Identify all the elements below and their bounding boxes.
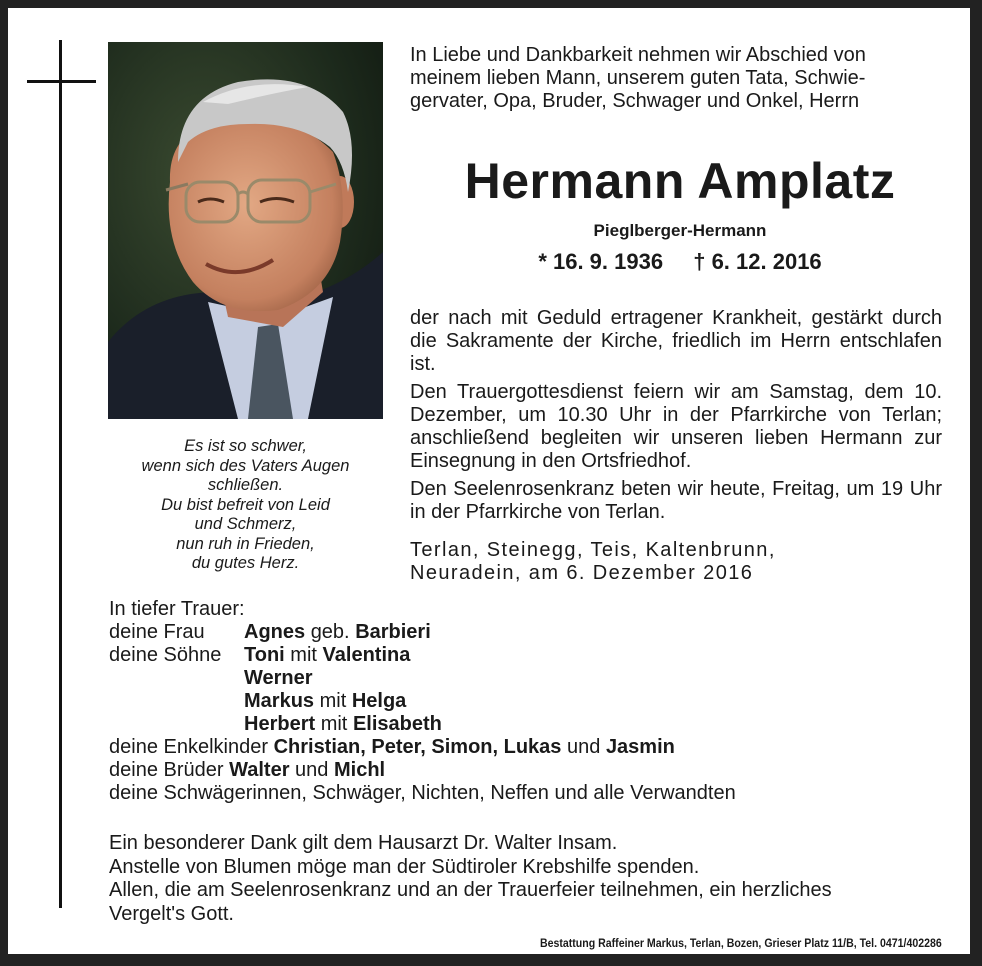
thanks-section bbox=[109, 832, 949, 926]
relation-label: deine Enkelkinder bbox=[109, 736, 268, 758]
nee-word: geb. bbox=[310, 621, 350, 643]
mourner-name: Helga bbox=[351, 690, 407, 712]
relation-label: deine Brüder bbox=[109, 759, 224, 781]
with-word: mit bbox=[290, 644, 317, 666]
announcement-body bbox=[410, 307, 942, 529]
cross-vertical-bar bbox=[59, 40, 62, 908]
with-word: mit bbox=[320, 713, 348, 735]
thanks-line: Anstelle von Blumen möge man der Südtiroler Krebshilfe spenden. bbox=[109, 855, 700, 878]
funeral-home-footer: Bestattung Raffeiner Markus, Terlan, Bozen, Grieser Platz 11/B, Tel. 0471/402286 bbox=[540, 938, 942, 950]
mourner-row-son bbox=[109, 667, 949, 690]
mourner-row-sons bbox=[109, 644, 949, 667]
mourner-name: Werner bbox=[244, 667, 313, 689]
thanks-line: Allen, die am Seelenrosenkranz und an der Trauerfeier teilnehmen, ein herzliches bbox=[109, 879, 832, 901]
poem-line: du gutes Herz. bbox=[191, 554, 300, 572]
mourner-name: Michl bbox=[333, 759, 386, 781]
mourner-row-others bbox=[109, 782, 949, 805]
relation-label: deine Söhne bbox=[109, 644, 222, 666]
body-paragraph: der nach mit Geduld ertragener Krankheit, gestärkt durch die Sakramente der Kirche, friedlich im Herrn entschlafen ist. bbox=[410, 307, 942, 375]
mourners-heading: In tiefer Trauer: bbox=[109, 598, 245, 620]
mourner-name: Agnes bbox=[244, 621, 306, 643]
thanks-line: Vergelt's Gott. bbox=[109, 902, 234, 925]
mourner-name: Markus bbox=[244, 690, 315, 712]
other-relatives: deine Schwägerinnen, Schwäger, Nichten, Neffen und alle Verwandten bbox=[109, 782, 736, 804]
poem-line: Du bist befreit von Leid bbox=[161, 495, 330, 514]
and-word: und bbox=[567, 736, 601, 758]
poem-line: schließen. bbox=[207, 476, 284, 494]
mourner-row-son bbox=[109, 690, 949, 713]
relation-spacer bbox=[109, 690, 244, 713]
relation-spacer bbox=[109, 667, 244, 690]
deceased-nickname: Pieglberger-Hermann bbox=[593, 221, 767, 240]
mourner-name: Valentina bbox=[322, 644, 411, 666]
intro-text bbox=[410, 44, 950, 113]
relation-spacer bbox=[109, 713, 244, 736]
poem-line: und Schmerz, bbox=[194, 515, 297, 533]
mourner-row-grandchildren bbox=[109, 736, 949, 759]
thanks-line: Ein besonderer Dank gilt dem Hausarzt Dr. Walter Insam. bbox=[109, 832, 618, 854]
life-dates bbox=[410, 248, 950, 276]
mourner-row-son bbox=[109, 713, 949, 736]
place-line: Terlan, Steinegg, Teis, Kaltenbrunn, bbox=[410, 539, 776, 561]
mourner-name: Herbert bbox=[244, 713, 316, 735]
mourner-maiden-name: Barbieri bbox=[355, 621, 431, 643]
portrait-photo bbox=[108, 42, 383, 419]
poem-line: nun ruh in Frieden, bbox=[176, 534, 315, 553]
place-line: Neuradein, am 6. Dezember 2016 bbox=[410, 562, 754, 584]
mourner-name: Jasmin bbox=[605, 736, 675, 758]
cross-horizontal-bar bbox=[27, 80, 96, 83]
mourners-list bbox=[109, 598, 949, 805]
with-word: mit bbox=[319, 690, 347, 712]
poem-line: Es ist so schwer, bbox=[184, 437, 307, 455]
intro-line: meinem lieben Mann, unserem guten Tata, Schwie- bbox=[410, 67, 866, 89]
deceased-name: Hermann Amplatz bbox=[464, 153, 896, 209]
mourner-names: Christian, Peter, Simon, Lukas bbox=[273, 736, 562, 758]
and-word: und bbox=[295, 759, 329, 781]
mourner-name: Toni bbox=[244, 644, 285, 666]
intro-line: In Liebe und Dankbarkeit nehmen wir Abschied von bbox=[410, 44, 866, 66]
mourner-name: Elisabeth bbox=[352, 713, 442, 735]
poem-line: wenn sich des Vaters Augen bbox=[141, 456, 350, 475]
mourner-name: Walter bbox=[229, 759, 290, 781]
intro-line: gervater, Opa, Bruder, Schwager und Onkel, Herrn bbox=[410, 90, 860, 112]
poem bbox=[108, 437, 383, 574]
death-date: † 6. 12. 2016 bbox=[693, 249, 822, 274]
mourner-row-wife bbox=[109, 621, 949, 644]
birth-date: * 16. 9. 1936 bbox=[538, 249, 664, 274]
body-paragraph: Den Seelenrosenkranz beten wir heute, Freitag, um 19 Uhr in der Pfarrkirche von Terlan. bbox=[410, 478, 942, 523]
body-paragraph: Den Trauergottesdienst feiern wir am Samstag, dem 10. Dezember, um 10.30 Uhr in der Pfarrkirche von Terlan; anschließend begleiten wir unseren lieben Hermann zur Einsegnung in den Ortsfriedhof. bbox=[410, 381, 942, 472]
place-and-date bbox=[410, 539, 942, 585]
relation-label: deine Frau bbox=[109, 621, 205, 643]
mourner-row-brothers bbox=[109, 759, 949, 782]
